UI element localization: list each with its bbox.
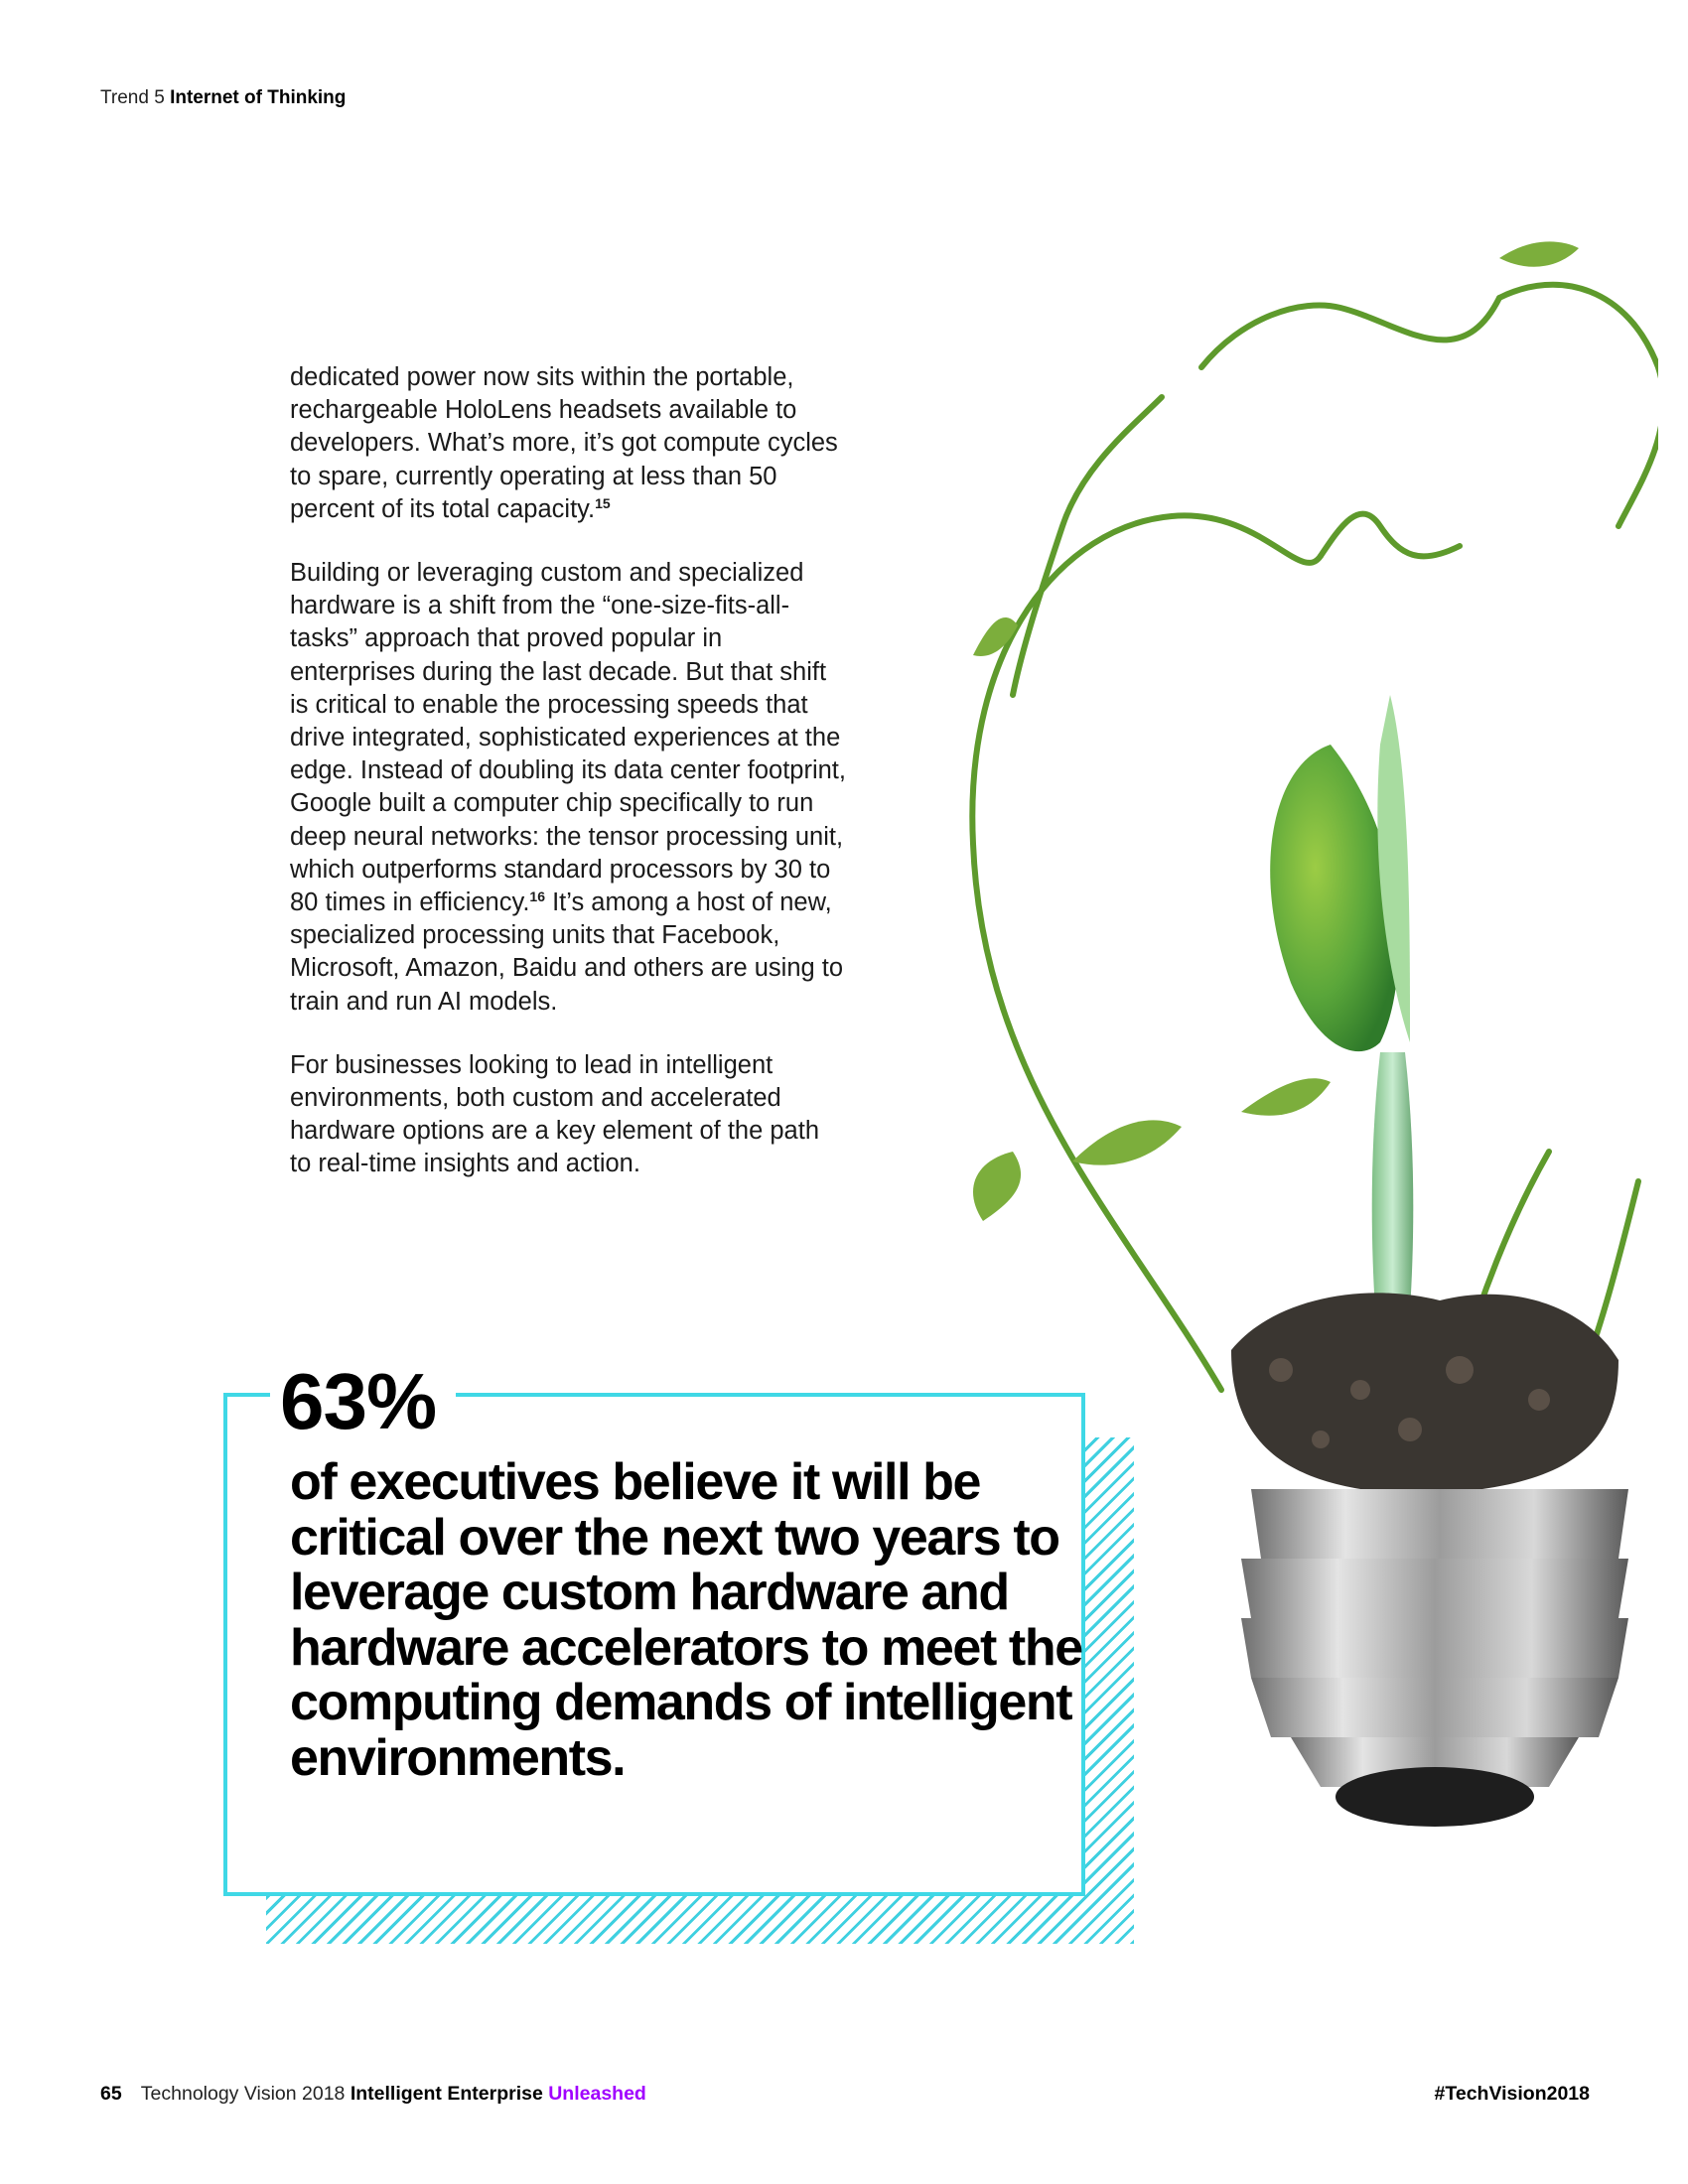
lightbulb-plant-illustration bbox=[943, 228, 1658, 1856]
bulb-base-ring-1 bbox=[1251, 1489, 1628, 1559]
bulb-contact bbox=[1336, 1767, 1534, 1827]
trend-title: Internet of Thinking bbox=[170, 87, 347, 108]
body-text bbox=[290, 361, 846, 1212]
paragraph-1 bbox=[290, 361, 846, 526]
footer-hashtag: #TechVision2018 bbox=[1434, 2083, 1590, 2105]
footnote-15: 15 bbox=[595, 494, 611, 511]
stat-percent: 63% bbox=[270, 1356, 456, 1447]
paragraph-2-text-b: It’s among a host of new, specialized processing units that Facebook, Microsoft, Amazon, Baidu and others are using to train and run AI models. bbox=[290, 888, 844, 1016]
footer-accent: Unleashed bbox=[548, 2083, 646, 2105]
page-number: 65 bbox=[100, 2083, 122, 2105]
running-header bbox=[100, 87, 346, 109]
bulb-base-ring-2 bbox=[1241, 1559, 1628, 1618]
paragraph-1-text: dedicated power now sits within the portable, rechargeable HoloLens headsets available to developers. What’s more, it’s got compute cycles to spare, currently operating at less than 50 percent of its total capacity. bbox=[290, 363, 838, 523]
vine-leaves bbox=[973, 241, 1579, 1221]
stat-description: of executives believe it will be critical over the next two years to leverage custom hardware and hardware accelerators to meet the computing demands of intelligent environments. bbox=[290, 1453, 1082, 1787]
paragraph-3: For businesses looking to lead in intelligent environments, both custom and accelerated hardware options are a key element of the path to real-time insights and action. bbox=[290, 1050, 819, 1178]
sprout-stem bbox=[1372, 1052, 1414, 1310]
paragraph-2 bbox=[290, 557, 846, 1019]
footnote-16: 16 bbox=[529, 888, 545, 905]
bulb-base-ring-3 bbox=[1241, 1618, 1628, 1678]
footer-publication: Technology Vision 2018 bbox=[140, 2083, 346, 2105]
bulb-base-ring-4 bbox=[1251, 1678, 1618, 1737]
soil bbox=[1231, 1293, 1618, 1494]
page-footer bbox=[100, 2083, 1590, 2106]
trend-number: Trend 5 bbox=[100, 87, 165, 108]
paragraph-2-text-a: Building or leveraging custom and specialized hardware is a shift from the “one-size-fits-all-tasks” approach that proved popular in enterprises during the last decade. But that shift is critical to enable the processing speeds that drive integrated, sophisticated experiences at the edge. Instead of doubling its data center footprint, Google built a computer chip specifically to run deep neural networks: the tensor processing unit, which outperforms standard processors by 30 to 80 times in efficiency. bbox=[290, 559, 846, 917]
footer-brand: Intelligent Enterprise bbox=[350, 2083, 543, 2105]
